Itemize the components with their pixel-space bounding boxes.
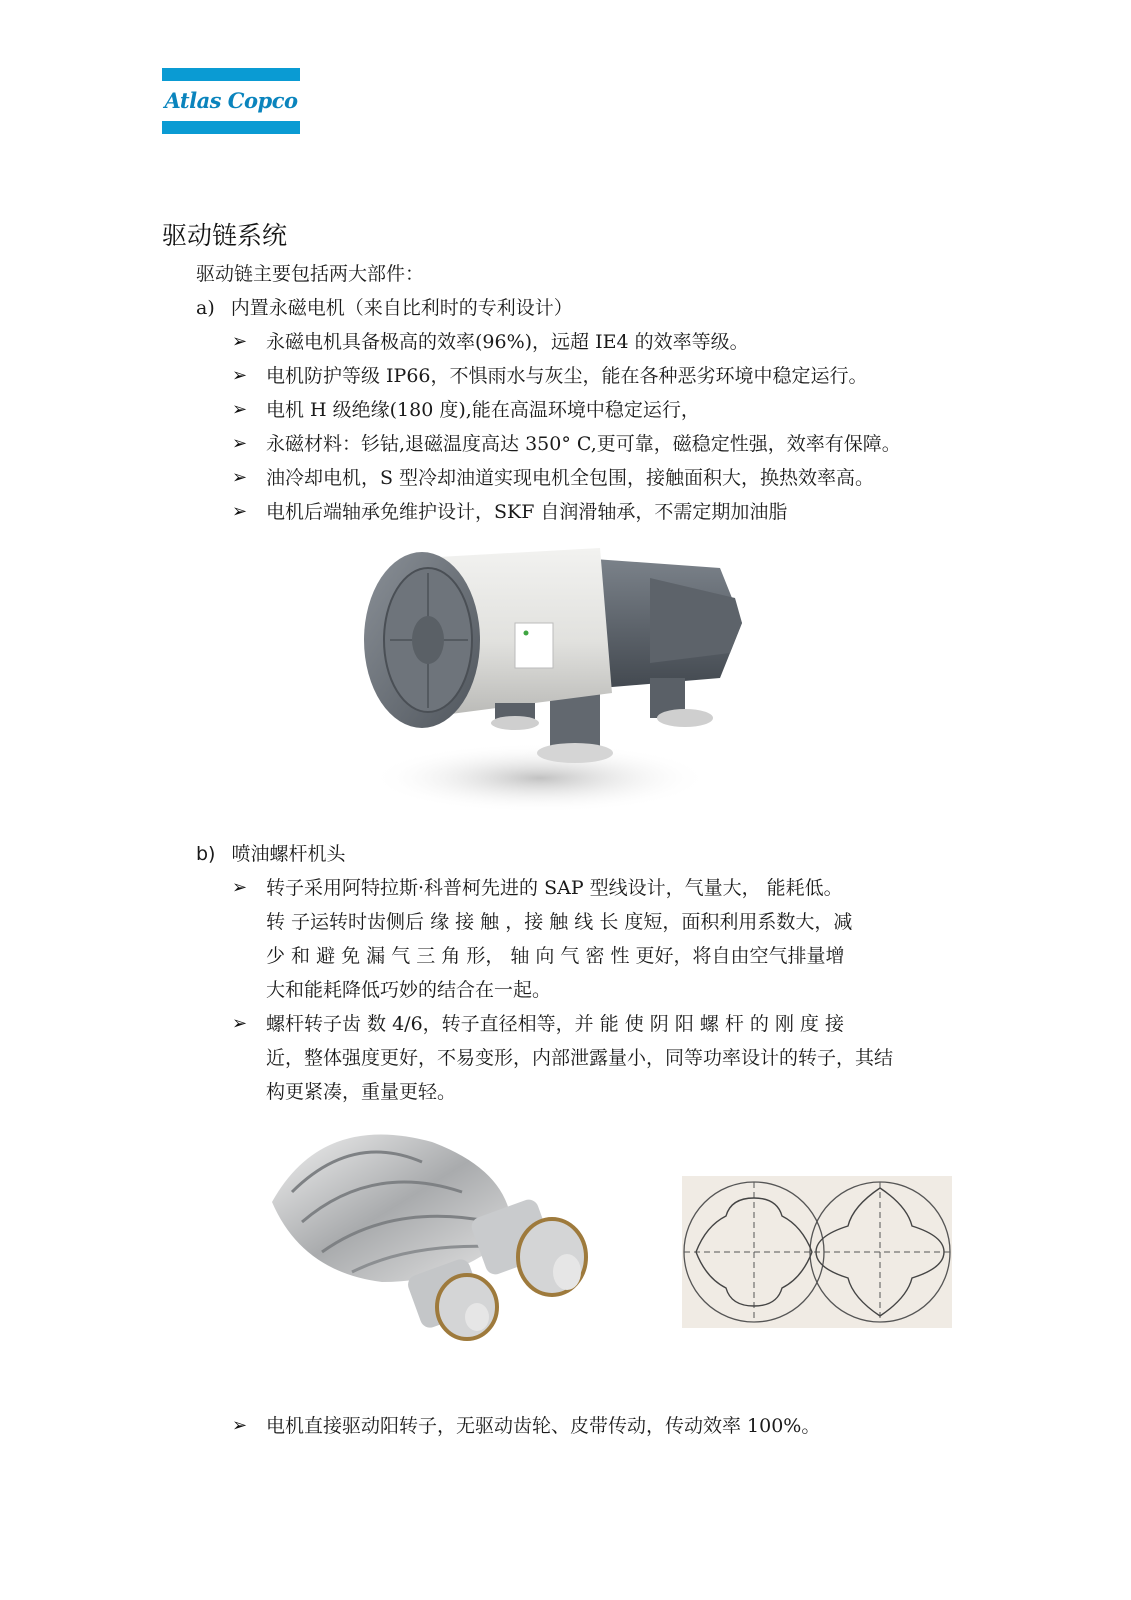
permanent-magnet-motor-image — [350, 528, 770, 818]
section-b-bullet-1-line-1: 转子采用阿特拉斯·科普柯先进的 SAP 型线设计，气量大， 能耗低。 — [266, 877, 843, 899]
arrowhead-bullet-icon: ➢ — [232, 467, 248, 488]
section-a-bullet-1: 永磁电机具备极高的效率(96%)，远超 IE4 的效率等级。 — [266, 331, 749, 353]
section-a-title: 内置永磁电机（来自比利时的专利设计） — [230, 297, 573, 319]
section-b-bullet-1-line-2: 转 子运转时齿侧后 缘 接 触 ，接 触 线 长 度短，面积利用系数大，减 — [266, 911, 853, 933]
section-b-bullet-1 — [266, 871, 852, 1007]
arrowhead-bullet-icon: ➢ — [232, 331, 248, 352]
atlas-copco-logo — [162, 68, 300, 134]
section-a-header — [196, 296, 573, 320]
screw-rotor-image — [262, 1112, 612, 1352]
section-b-bullet-1-line-3: 少 和 避 免 漏 气 三 角 形， 轴 向 气 密 性 更好，将自由空气排量增 — [266, 945, 845, 967]
arrowhead-bullet-icon: ➢ — [232, 501, 248, 522]
section-b-bullet-2-line-3: 构更紧凑，重量更轻。 — [266, 1081, 457, 1103]
section-b-bullet-2 — [266, 1007, 893, 1109]
section-a-label: a) — [196, 297, 215, 319]
arrowhead-bullet-icon: ➢ — [232, 1013, 248, 1034]
arrowhead-bullet-icon: ➢ — [232, 399, 248, 420]
arrowhead-bullet-icon: ➢ — [232, 433, 248, 454]
logo-bottom-bar — [162, 121, 300, 134]
section-a-bullet-4: 永磁材料：钐钴,退磁温度高达 350° C,更可靠，磁稳定性强，效率有保障。 — [266, 433, 901, 455]
section-b-bullet-2-line-2: 近，整体强度更好，不易变形，内部泄露量小，同等功率设计的转子，其结 — [266, 1047, 894, 1069]
section-b-header — [196, 842, 346, 866]
arrowhead-bullet-icon: ➢ — [232, 1415, 248, 1436]
section-b-title: 喷油螺杆机头 — [231, 843, 346, 865]
logo-top-bar — [162, 68, 300, 81]
rotor-profile-diagram — [682, 1176, 952, 1328]
section-a-bullet-5: 油冷却电机，S 型冷却油道实现电机全包围，接触面积大，换热效率高。 — [266, 467, 875, 489]
section-b-label: b) — [196, 843, 216, 865]
logo-text: Atlas Copco — [164, 88, 298, 113]
page-title: 驱动链系统 — [162, 221, 288, 250]
final-bullet: 电机直接驱动阳转子，无驱动齿轮、皮带传动，传动效率 100%。 — [266, 1415, 821, 1437]
intro-text: 驱动链主要包括两大部件： — [196, 263, 425, 285]
section-a-bullet-2: 电机防护等级 IP66，不惧雨水与灰尘，能在各种恶劣环境中稳定运行。 — [266, 365, 868, 387]
section-a-bullet-6: 电机后端轴承免维护设计，SKF 自润滑轴承，不需定期加油脂 — [266, 501, 788, 523]
section-b-bullet-1-line-4: 大和能耗降低巧妙的结合在一起。 — [266, 979, 552, 1001]
section-b-bullet-2-line-1: 螺杆转子齿 数 4/6，转子直径相等，并 能 使 阴 阳 螺 杆 的 刚 度 接 — [266, 1013, 845, 1035]
arrowhead-bullet-icon: ➢ — [232, 877, 248, 898]
section-a-bullet-3: 电机 H 级绝缘(180 度),能在高温环境中稳定运行， — [266, 399, 700, 421]
arrowhead-bullet-icon: ➢ — [232, 365, 248, 386]
